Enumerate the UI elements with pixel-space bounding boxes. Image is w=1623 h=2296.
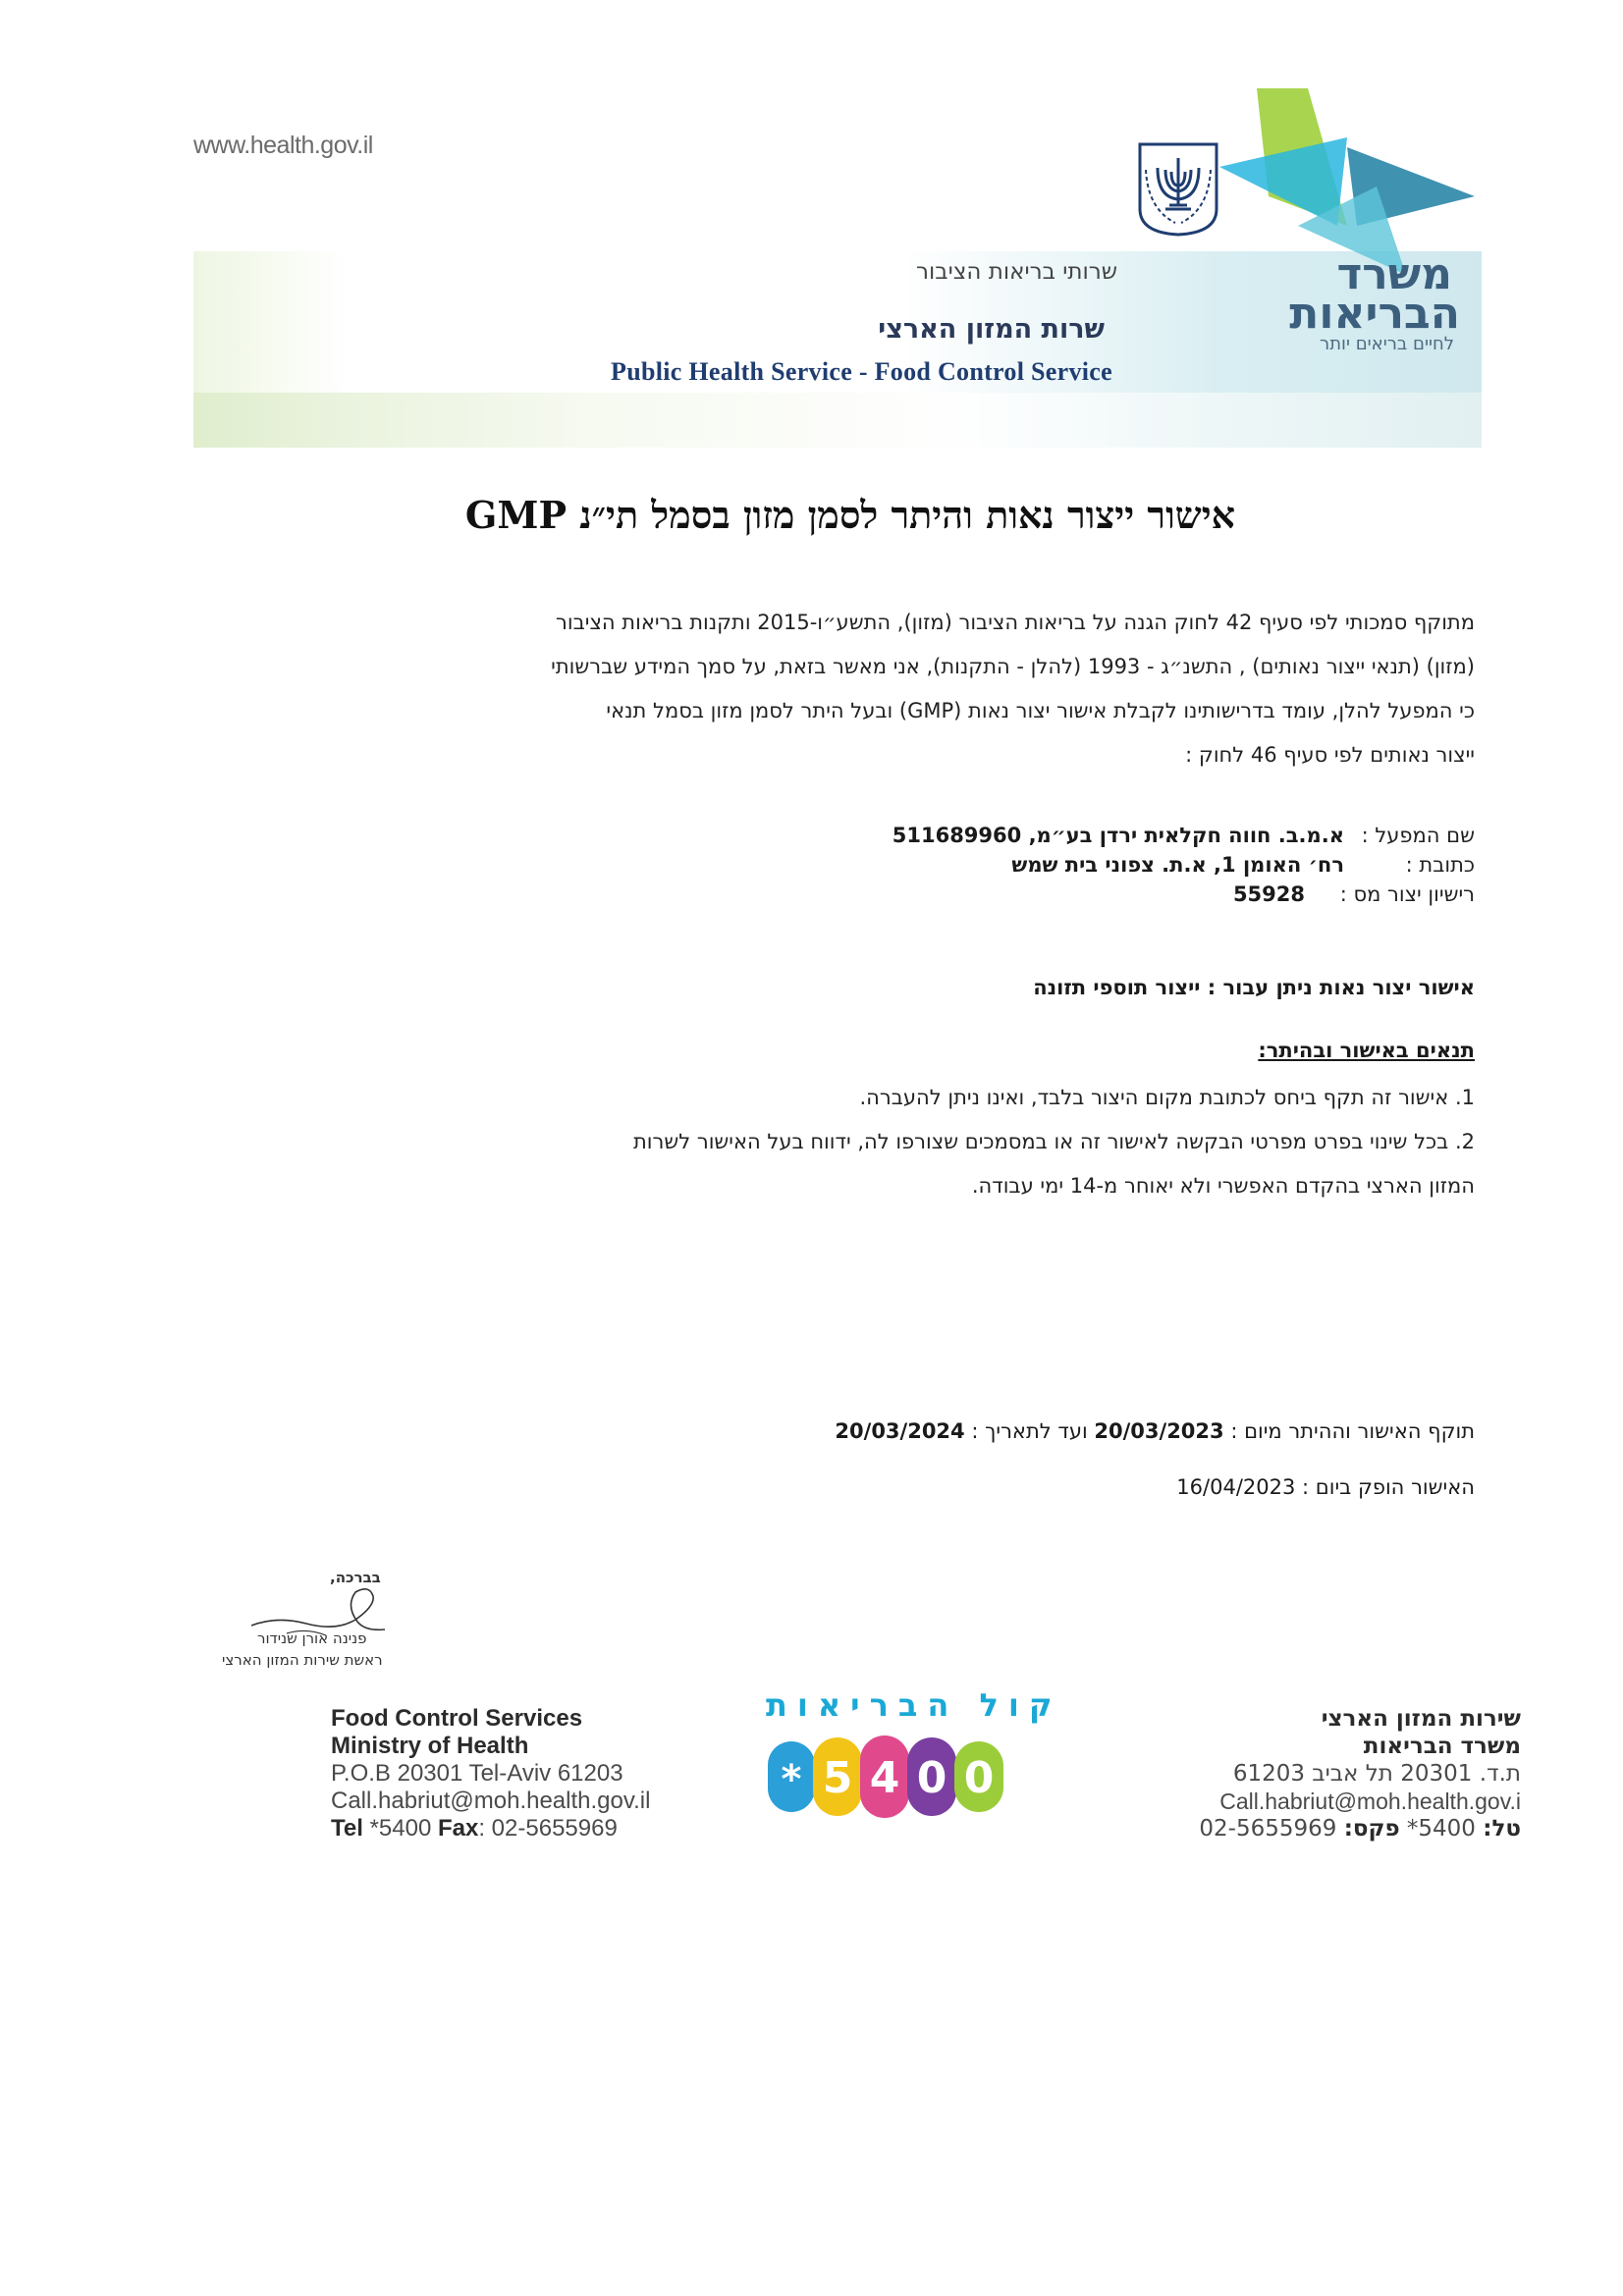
factory-row: [893, 824, 1475, 853]
footer-en-line3: P.O.B 20301 Tel-Aviv 61203: [331, 1760, 623, 1787]
hotline-char: 0: [916, 1753, 947, 1803]
ministry-tagline: לחיים בריאים יותר: [1320, 334, 1454, 354]
site-url: www.health.gov.il: [193, 132, 373, 159]
footer-en-line2: Ministry of Health: [331, 1733, 529, 1759]
hotline-char: 0: [963, 1753, 995, 1803]
conditions-title: תנאים באישור ובהיתר:: [1258, 1039, 1475, 1062]
hotline-char: 4: [869, 1753, 900, 1803]
address-value: רח׳ האומן 1, א.ת. צפוני בית שמש: [1011, 853, 1344, 877]
hotline-label: קול הבריאות: [766, 1686, 1062, 1724]
signature-title: ראשת שירות המזון הארצי: [222, 1651, 383, 1669]
validity-from-date: 20/03/2023: [1094, 1419, 1224, 1443]
intro-line: מתוקף סמכותי לפי סעיף 42 לחוק הגנה על בריאות הציבור (מזון), התשע״ו-2015 ותקנות בריאות הציבור: [556, 611, 1475, 634]
condition-item: 1. אישור זה תקף ביחס לכתובת מקום היצור בלבד, ואינו ניתן להעברה.: [859, 1086, 1475, 1109]
footer-en-phone: [331, 1815, 618, 1842]
footer-en-fax-value: : 02-5655969: [478, 1815, 618, 1842]
factory-label: שם המפעל :: [1361, 824, 1475, 847]
license-label: רישיון יצור מס :: [1339, 882, 1475, 906]
department-subtitle: שרותי בריאות הציבור: [916, 259, 1117, 285]
conditions-list: [434, 1076, 1475, 1208]
validity-prefix: תוקף האישור וההיתר מיום :: [1230, 1419, 1475, 1443]
department-title: שרות המזון הארצי: [878, 314, 1105, 345]
intro-line: ייצור נאותים לפי סעיף 46 לחוק :: [1185, 743, 1475, 767]
footer-he-line3: ת.ד. 20301 תל אביב 61203: [1232, 1761, 1521, 1787]
footer-he-fax-label: פקס:: [1343, 1816, 1400, 1842]
condition-item: המזון הארצי בהקדם האפשרי ולא יאוחר מ-14 ימי עבודה.: [971, 1174, 1475, 1198]
footer-he-line2: משרד הבריאות: [1363, 1734, 1521, 1759]
hotline-char: 5: [822, 1753, 853, 1803]
signature-name: פנינה אורן שנידור: [257, 1629, 367, 1647]
header-band-shade: [193, 393, 1482, 448]
address-row: [1011, 853, 1475, 882]
signature-greeting: בברכה,: [330, 1569, 381, 1586]
issued-prefix: האישור הופק ביום :: [1302, 1475, 1475, 1499]
intro-paragraph: [434, 601, 1475, 777]
hotline-5400-logo: [766, 1730, 1011, 1824]
footer-en-fax-label: Fax: [437, 1815, 479, 1842]
footer-he-tel-value: 5400*: [1399, 1816, 1484, 1842]
footer-he-fax-value: 02-5655969: [1199, 1816, 1344, 1842]
validity-mid: ועד לתאריך :: [971, 1419, 1088, 1443]
license-row: [1233, 882, 1475, 912]
footer-en-tel-label: Tel: [331, 1815, 363, 1842]
footer-en-line1: Food Control Services: [331, 1705, 583, 1732]
license-value: 55928: [1232, 882, 1305, 906]
factory-value: א.מ.ב. חווה חקלאית ירדן בע״מ, 511689960: [892, 824, 1344, 847]
condition-item: 2. בכל שינוי בפרט מפרטי הבקשה לאישור זה או במסמכים שצורפו לה, ידווח בעל האישור לשרות: [632, 1130, 1475, 1153]
issued-date: 16/04/2023: [1176, 1475, 1296, 1499]
footer-en-email[interactable]: Call.habriut@moh.health.gov.il: [331, 1788, 651, 1814]
footer-he-tel-label: טל:: [1483, 1816, 1521, 1842]
department-english-title: Public Health Service - Food Control Service: [611, 357, 1112, 386]
intro-line: (מזון) (תנאי ייצור נאותים) , התשנ״ג - 1993 (להלן - התקנות), אני מאשר בזאת, על סמך המידע שברשותי: [551, 655, 1475, 678]
ministry-name-line1: משרד: [1336, 249, 1452, 299]
footer-he-email[interactable]: Call.habriut@moh.health.gov.i: [1219, 1789, 1521, 1814]
footer-en-tel-value: *5400: [362, 1815, 438, 1842]
footer-he-line1: שירות המזון הארצי: [1321, 1706, 1521, 1732]
footer-he-phone: [1199, 1815, 1521, 1842]
ministry-name-line2: הבריאות: [1289, 289, 1460, 339]
address-label: כתובת :: [1405, 853, 1475, 877]
document-title: אישור ייצור נאות והיתר לסמן מזון בסמל תי״נ GMP: [464, 493, 1236, 537]
hotline-char: *: [781, 1757, 802, 1802]
issued-line: [1176, 1475, 1475, 1499]
granted-for: אישור יצור נאות ניתן עבור : ייצור תוספי תזונה: [1033, 976, 1475, 999]
validity-to-date: 20/03/2024: [835, 1419, 965, 1443]
intro-line: כי המפעל להלן, עומד בדרישותינו לקבלת אישור יצור נאות (GMP) ובעל היתר לסמן מזון בסמל תנאי: [606, 699, 1475, 722]
validity-line: [835, 1419, 1475, 1443]
